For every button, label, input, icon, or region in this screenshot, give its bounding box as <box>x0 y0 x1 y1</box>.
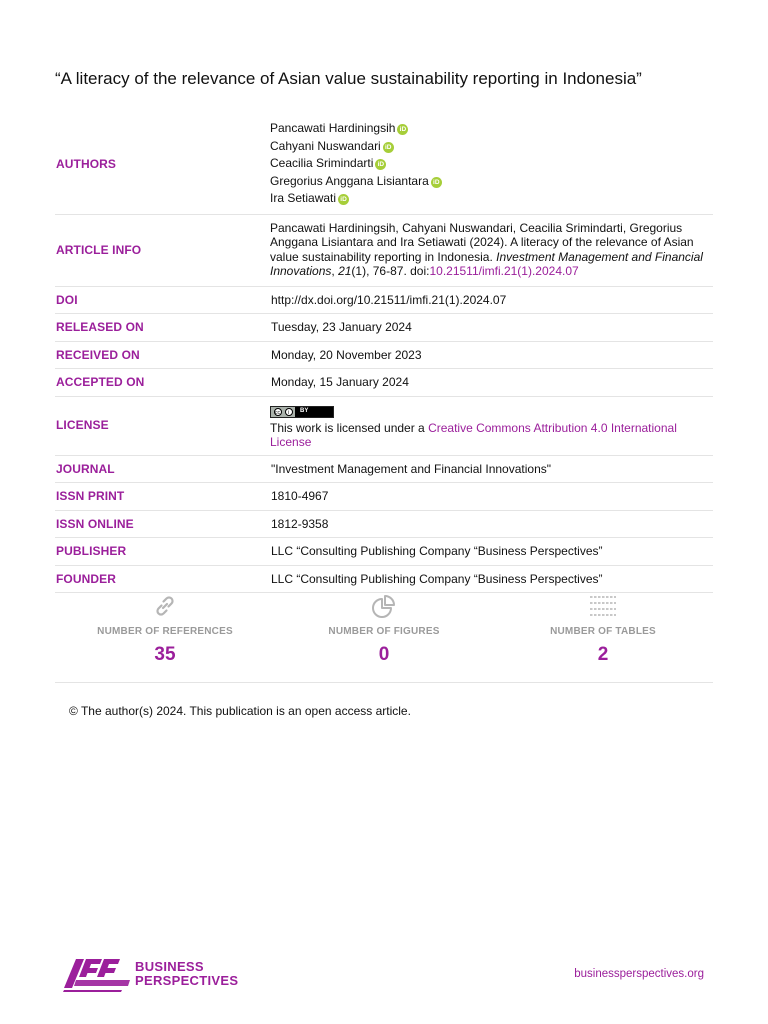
issn-print-value: 1810-4967 <box>271 489 329 503</box>
founder-row <box>55 565 713 593</box>
stat-label: NUMBER OF TABLES <box>550 626 656 637</box>
article-info-label: ARTICLE INFO <box>56 242 142 257</box>
business-perspectives-logo[interactable] <box>62 955 252 995</box>
received-on-label: RECEIVED ON <box>56 347 140 362</box>
cc-icon: cc <box>275 409 280 416</box>
stat-tables <box>503 592 703 666</box>
doi-row <box>55 286 713 314</box>
footer-website-link[interactable]: businessperspectives.org <box>574 968 704 980</box>
released-on-value: Tuesday, 23 January 2024 <box>271 320 412 334</box>
received-on-row <box>55 341 713 369</box>
received-on-value: Monday, 20 November 2023 <box>271 347 422 362</box>
article-metadata-table <box>55 114 713 593</box>
license-row <box>55 396 713 455</box>
publisher-label: PUBLISHER <box>56 544 127 558</box>
doi-label: DOI <box>56 292 78 307</box>
authors-list <box>270 114 713 214</box>
article-stats <box>55 592 713 683</box>
stat-label: NUMBER OF REFERENCES <box>97 626 233 637</box>
stat-value: 0 <box>378 644 390 665</box>
stat-label: NUMBER OF FIGURES <box>328 626 440 637</box>
orcid-icon[interactable]: iD <box>431 177 442 188</box>
author-item: Ceacilia Srimindarti iD <box>270 155 713 173</box>
orcid-icon[interactable]: iD <box>397 124 408 135</box>
issn-print-row <box>55 483 713 511</box>
founder-label: FOUNDER <box>56 571 117 586</box>
journal-label: JOURNAL <box>56 461 115 476</box>
issn-print-label: ISSN PRINT <box>56 489 125 503</box>
accepted-on-value: Monday, 15 January 2024 <box>271 375 409 389</box>
page-title: “A literacy of the relevance of Asian value sustainability reporting in Indonesia” <box>55 69 642 88</box>
doi-link[interactable]: 10.21511/imfi.21(1).2024.07 <box>429 264 579 278</box>
issn-online-row <box>55 510 713 538</box>
authors-row <box>55 114 713 214</box>
author-item: Gregorius Anggana Lisiantara iD <box>270 173 713 191</box>
author-item: Cahyani Nuswandari iD <box>270 138 713 156</box>
founder-value: LLC “Consulting Publishing Company “Business Perspectives” <box>271 571 603 586</box>
license-text: This work is licensed under a Creative Commons Attribution 4.0 International License <box>270 420 677 449</box>
cc-by-badge-icon[interactable] <box>270 406 334 418</box>
license-link[interactable]: Creative Commons Attribution 4.0 International License <box>270 420 677 449</box>
table-icon <box>589 592 617 620</box>
stat-references <box>65 592 265 666</box>
doi-value[interactable]: http://dx.doi.org/10.21511/imfi.21(1).2024.07 <box>271 292 507 307</box>
stat-figures <box>284 592 484 666</box>
publisher-row <box>55 538 713 566</box>
orcid-icon[interactable]: iD <box>338 194 349 205</box>
pie-chart-icon <box>370 592 398 620</box>
accepted-on-label: ACCEPTED ON <box>56 375 145 389</box>
copyright-notice: © The author(s) 2024. This publication is an open access article. <box>69 704 411 718</box>
journal-value: "Investment Management and Financial Innovations" <box>271 461 552 476</box>
link-icon <box>151 592 179 620</box>
orcid-icon[interactable]: iD <box>383 142 394 153</box>
author-item: Pancawati Hardiningsih iD <box>270 120 713 138</box>
authors-label: AUTHORS <box>56 156 117 171</box>
logo-text: BUSINESS PERSPECTIVES <box>135 959 239 988</box>
cc-by-label: BY <box>300 408 309 415</box>
accepted-on-row <box>55 369 713 397</box>
license-value <box>270 396 713 455</box>
stat-value: 2 <box>597 644 609 665</box>
logo-mark-icon <box>62 955 132 993</box>
license-label: LICENSE <box>56 418 109 433</box>
journal-row <box>55 455 713 483</box>
author-item: Ira Setiawati iD <box>270 190 713 208</box>
issn-online-value: 1812-9358 <box>271 516 329 531</box>
attribution-icon: i <box>285 408 293 416</box>
released-on-label: RELEASED ON <box>56 320 144 334</box>
article-info-row <box>55 214 713 286</box>
stat-value: 35 <box>154 644 176 665</box>
issn-online-label: ISSN ONLINE <box>56 516 134 531</box>
publisher-value: LLC “Consulting Publishing Company “Business Perspectives” <box>271 544 603 558</box>
orcid-icon[interactable]: iD <box>375 159 386 170</box>
article-info-citation: Pancawati Hardiningsih, Cahyani Nuswandari, Ceacilia Srimindarti, Gregorius Anggana Lisiantara and Ira Setiawati (2024). A literacy of the relevance of Asian value sustainability reporting in Indonesia. Investment Management and Financial Innovations, 21(1), 76-87. doi:10.21511/imfi.21(1).2024.07 <box>270 220 703 278</box>
released-on-row <box>55 314 713 342</box>
